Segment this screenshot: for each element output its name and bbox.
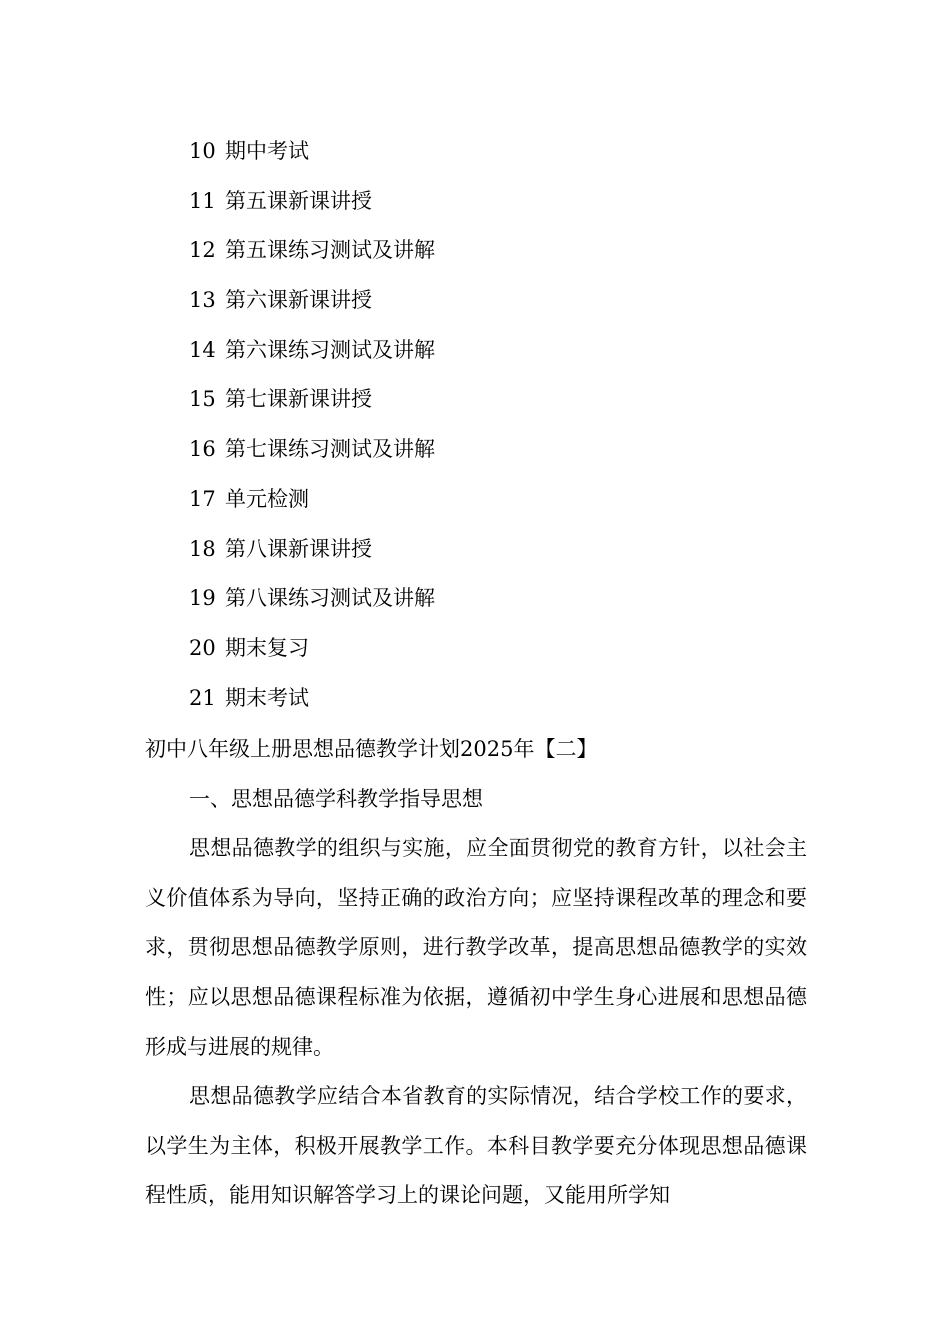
teaching-schedule-list	[189, 131, 789, 727]
schedule-row	[189, 330, 789, 380]
schedule-row	[189, 529, 789, 579]
schedule-row	[189, 379, 789, 429]
week-number: 20	[189, 635, 216, 660]
week-number: 15	[189, 387, 216, 412]
week-content: 第八课练习测试及讲解	[225, 586, 435, 611]
body-paragraph: 思想品德教学的组织与实施，应全面贯彻党的教育方针，以社会主义价值体系为导向，坚持正确的政治方向；应坚持课程改革的理念和要求，贯彻思想品德教学原则，进行教学改革，提高思想品德教学的实效性；应以思想品德课程标准为依据，遵循初中学生身心进展和思想品德形成与进展的规律。	[145, 836, 807, 1059]
week-number: 13	[189, 288, 216, 313]
week-content: 期末复习	[225, 635, 309, 660]
week-content: 第五课练习测试及讲解	[225, 238, 435, 263]
week-content: 第六课新课讲授	[225, 288, 372, 313]
week-number: 16	[189, 437, 216, 462]
schedule-row	[189, 578, 789, 628]
section-heading: 一、思想品德学科教学指导思想	[189, 787, 483, 811]
week-content: 第五课新课讲授	[225, 188, 372, 213]
schedule-row	[189, 230, 789, 280]
section-title: 初中八年级上册思想品德教学计划2025年【二】	[145, 737, 598, 761]
week-content: 第七课练习测试及讲解	[225, 437, 435, 462]
week-number: 10	[189, 139, 216, 163]
week-content: 第六课练习测试及讲解	[225, 337, 435, 362]
week-content: 第八课新课讲授	[225, 536, 372, 561]
week-number: 21	[189, 685, 216, 710]
schedule-row	[189, 479, 789, 529]
week-content: 期中考试	[225, 139, 309, 163]
week-content: 期末考试	[225, 685, 309, 710]
schedule-row	[189, 678, 789, 728]
week-number: 18	[189, 536, 216, 561]
schedule-row	[189, 628, 789, 678]
week-content: 第七课新课讲授	[225, 387, 372, 412]
week-number: 14	[189, 337, 216, 362]
body-paragraph: 思想品德教学应结合本省教育的实际情况，结合学校工作的要求，以学生为主体，积极开展教学工作。本科目教学要充分体现思想品德课程性质，能用知识解答学习上的课论问题，又能用所学知	[145, 1084, 807, 1208]
schedule-row	[189, 131, 789, 181]
schedule-row	[189, 181, 789, 231]
schedule-row	[189, 280, 789, 330]
week-number: 12	[189, 238, 216, 263]
week-number: 17	[189, 486, 216, 511]
week-number: 11	[189, 188, 216, 213]
week-number: 19	[189, 586, 216, 611]
week-content: 单元检测	[225, 486, 309, 511]
schedule-row	[189, 429, 789, 479]
